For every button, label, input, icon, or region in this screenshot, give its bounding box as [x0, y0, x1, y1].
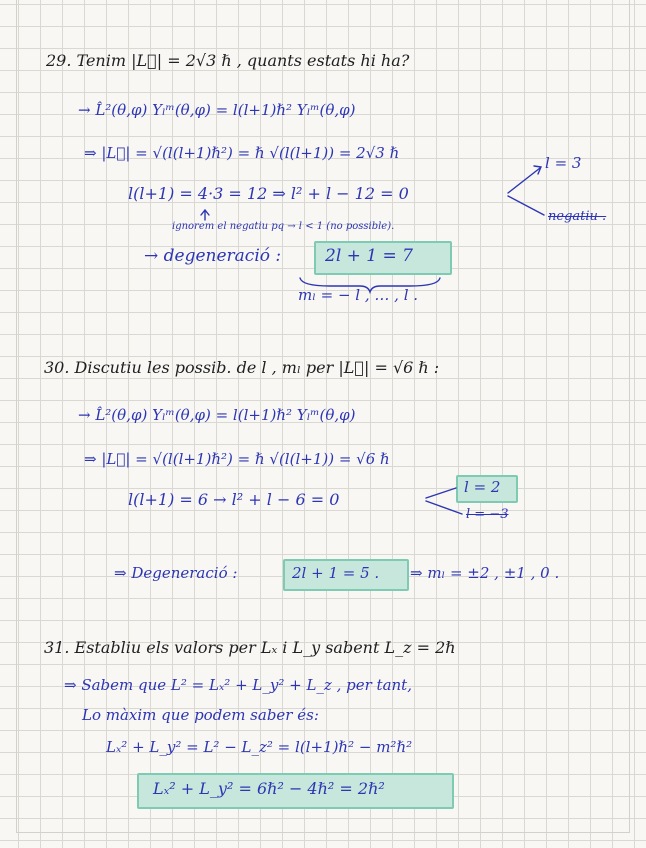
p30-eigen-equation: → L̂²(θ,φ) Yₗᵐ(θ,φ) = l(l+1)ℏ² Yₗᵐ(θ,φ) — [78, 406, 356, 424]
p29-note: ignorem el negatiu pq → l < 1 (no possible). — [172, 221, 395, 232]
p30-root-positive: l = 2 — [464, 478, 501, 496]
p29-brace — [300, 278, 440, 292]
p30-branch-up-arrow — [426, 488, 456, 498]
p29-degeneracy-label: → degeneració : — [144, 246, 282, 266]
problem-30-title: 30. Discutiu les possib. de l , mₗ per |L⃗| = √6 ℏ : — [44, 358, 440, 377]
p29-branch-down-arrow — [508, 196, 544, 215]
p30-branch-down-arrow — [426, 501, 462, 514]
p30-ml-values: ⇒ mₗ = ±2 , ±1 , 0 . — [410, 564, 560, 582]
p31-intro: ⇒ Sabem que L² = Lₓ² + L_y² + L_z , per tant, — [64, 676, 412, 694]
p29-root-positive: l = 3 — [545, 154, 582, 172]
p29-modulus-equation: ⇒ |L⃗| = √(l(l+1)ℏ²) = ℏ √(l(l+1)) = 2√3 ℏ — [84, 144, 400, 162]
p29-note-arrow — [201, 210, 209, 220]
p31-subtitle: Lo màxim que podem saber és: — [82, 706, 319, 724]
p30-degeneracy-label: ⇒ Degeneració : — [114, 564, 238, 582]
p29-degeneracy-value: 2l + 1 = 7 — [325, 246, 413, 266]
p30-quadratic: l(l+1) = 6 → l² + l − 6 = 0 — [128, 490, 340, 509]
p29-eigen-equation: → L̂²(θ,φ) Yₗᵐ(θ,φ) = l(l+1)ℏ² Yₗᵐ(θ,φ) — [78, 101, 356, 119]
problem-31-title: 31. Establiu els valors per Lₓ i L_y sabent L_z = 2ℏ — [44, 638, 456, 657]
problem-29-title: 29. Tenim |L⃗| = 2√3 ℏ , quants estats hi ha? — [46, 51, 410, 70]
p30-modulus-equation: ⇒ |L⃗| = √(l(l+1)ℏ²) = ℏ √(l(l+1)) = √6 ℏ — [84, 450, 390, 468]
p29-ml-range: mₗ = − l , … , l . — [298, 286, 419, 304]
p31-final-value: Lₓ² + L_y² = 6ℏ² − 4ℏ² = 2ℏ² — [153, 779, 385, 798]
p29-root-negative: negatiu . — [548, 209, 607, 224]
p30-root-negative: l = −3 — [466, 507, 509, 522]
p29-quadratic: l(l+1) = 4·3 = 12 ⇒ l² + l − 12 = 0 — [128, 184, 409, 203]
p30-degeneracy-value: 2l + 1 = 5 . — [292, 564, 380, 582]
p31-relation: Lₓ² + L_y² = L² − L_z² = l(l+1)ℏ² − m²ℏ² — [106, 738, 413, 756]
p29-branch-up-arrow — [508, 168, 540, 193]
